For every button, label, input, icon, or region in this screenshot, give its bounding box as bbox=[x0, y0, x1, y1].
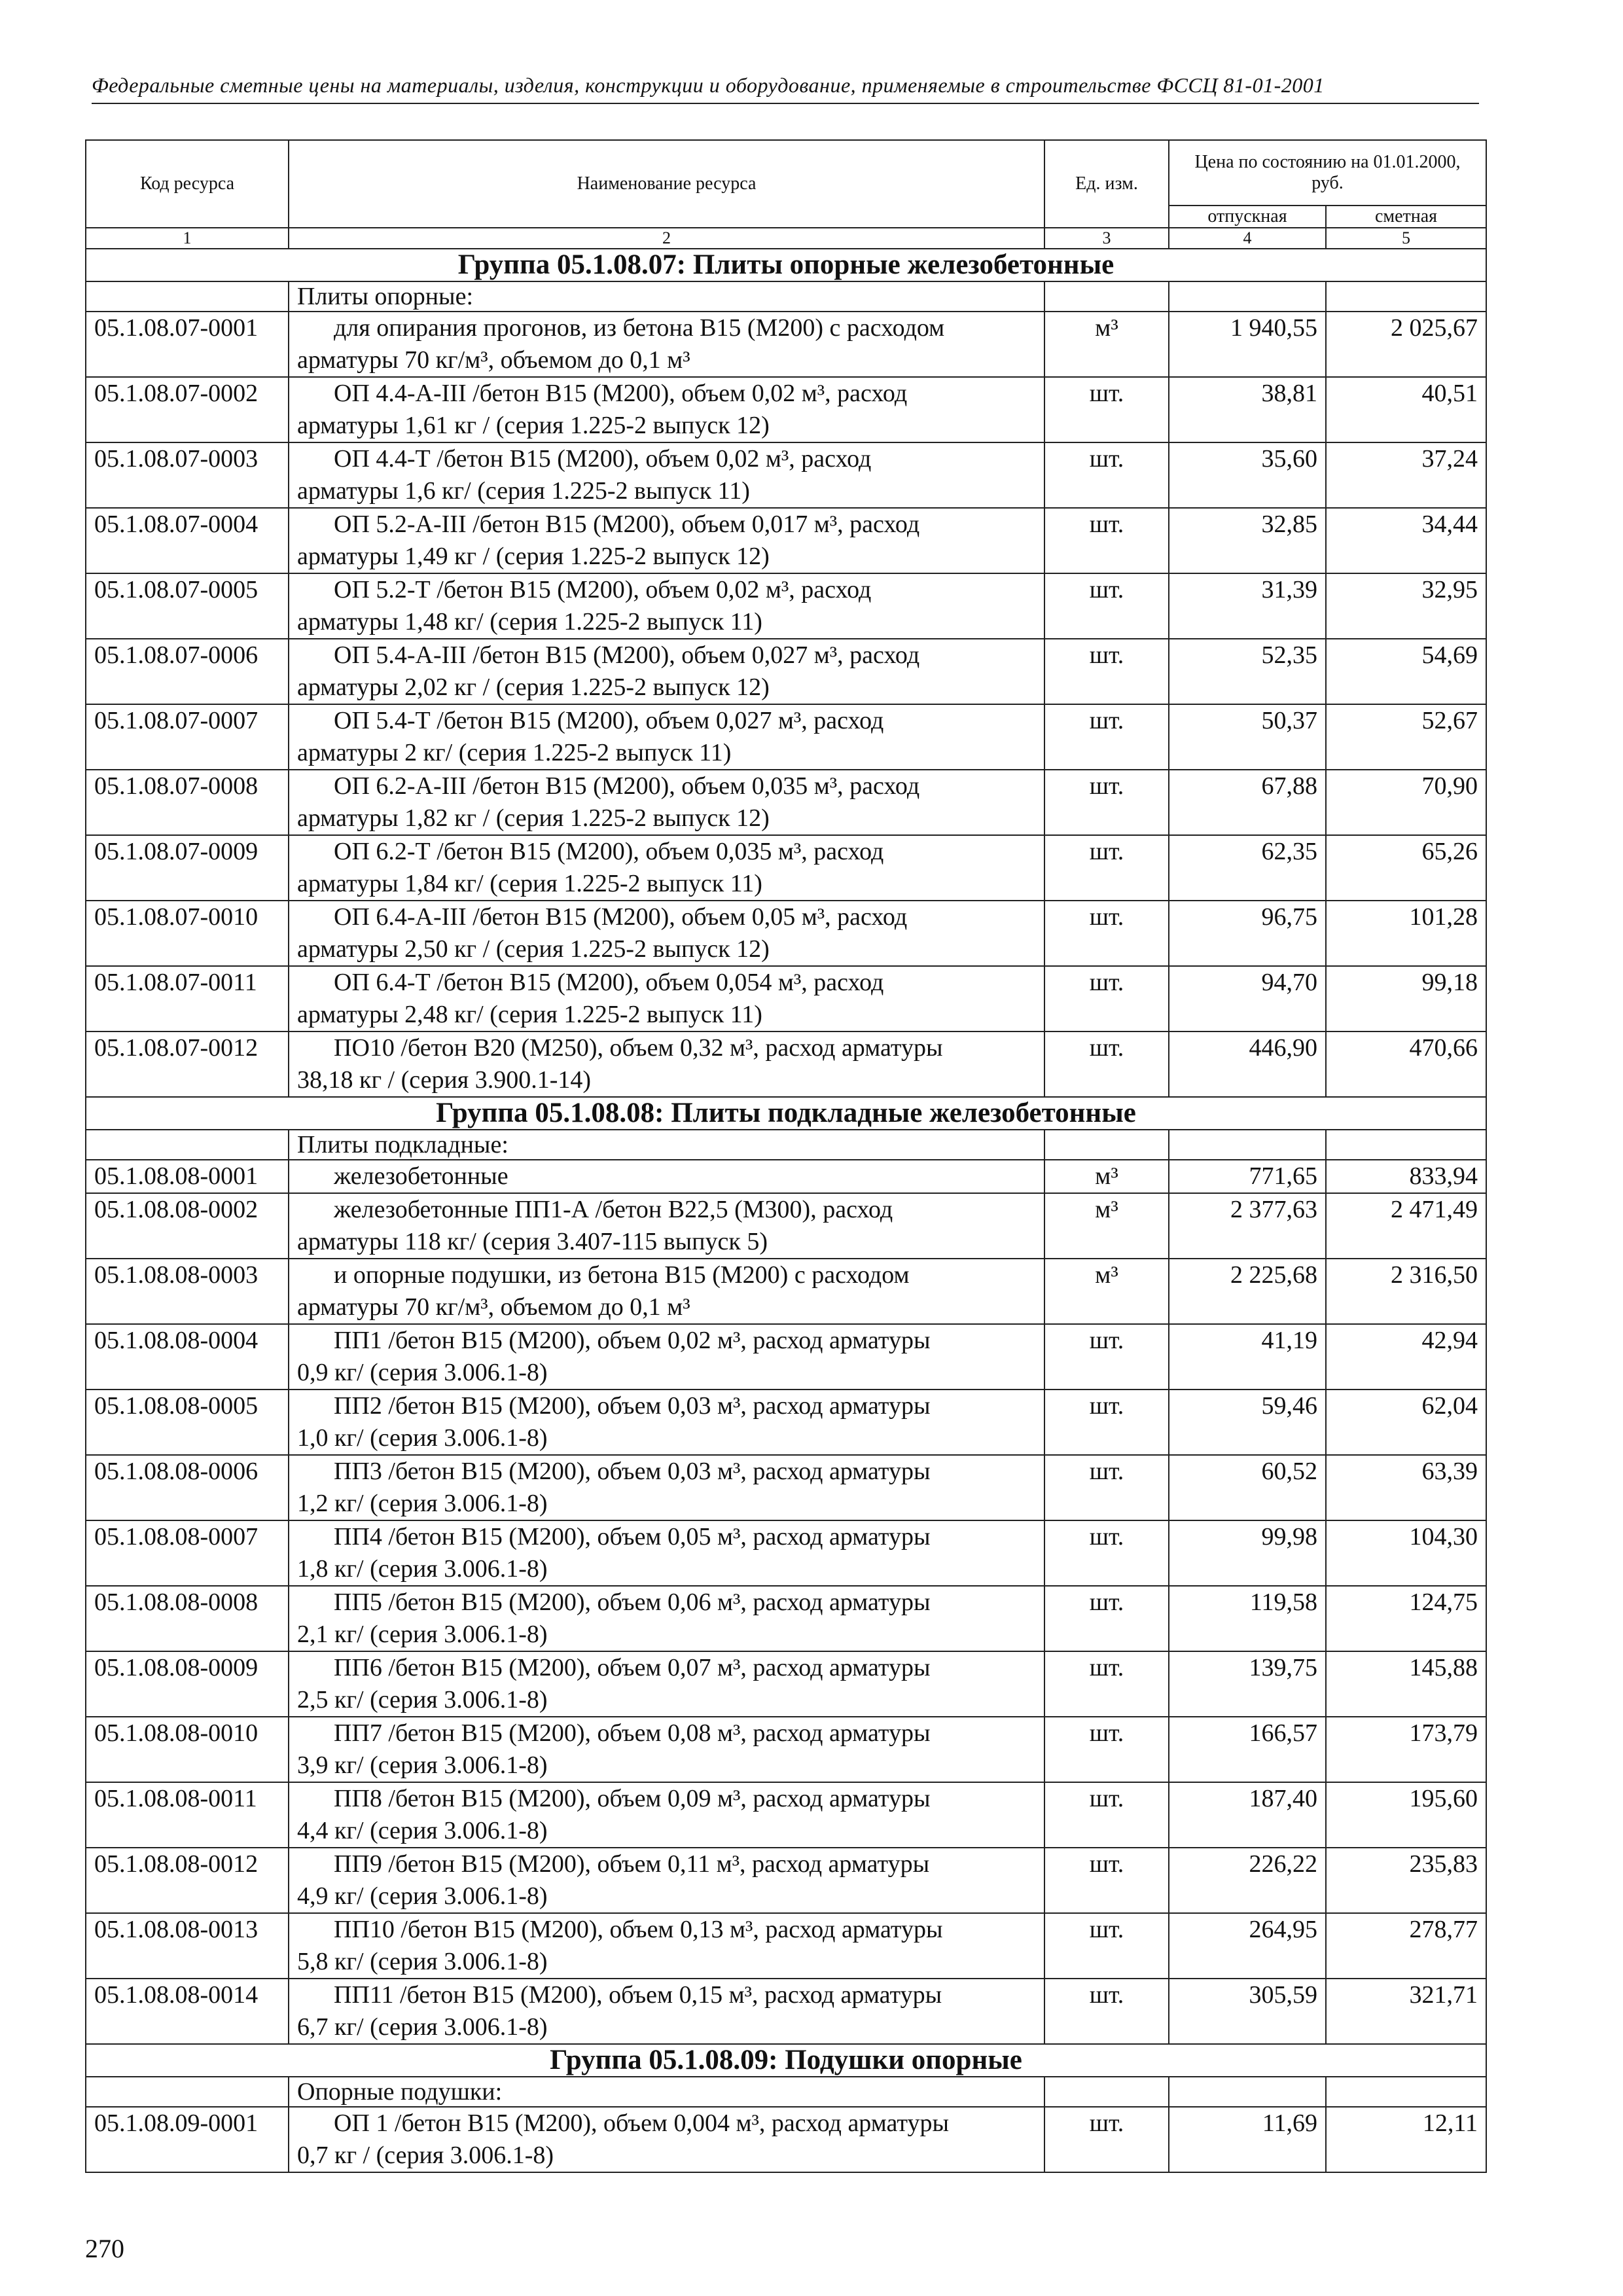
release-price: 139,75 bbox=[1169, 1651, 1326, 1717]
resource-name-line: арматуры 2,02 кг / (серия 1.225-2 выпуск 12) bbox=[297, 673, 770, 701]
estimate-price: 104,30 bbox=[1326, 1520, 1486, 1586]
unit: шт. bbox=[1044, 1651, 1169, 1717]
resource-name bbox=[289, 1520, 1044, 1586]
table-row bbox=[86, 1979, 1486, 2044]
resource-code: 05.1.08.09-0001 bbox=[86, 2107, 289, 2172]
resource-name-line: и опорные подушки, из бетона В15 (М200) с расходом bbox=[334, 1261, 910, 1289]
group-title: Группа 05.1.08.07: Плиты опорные железобетонные bbox=[86, 249, 1486, 281]
estimate-price: 235,83 bbox=[1326, 1848, 1486, 1913]
estimate-price: 12,11 bbox=[1326, 2107, 1486, 2172]
estimate-price: 65,26 bbox=[1326, 835, 1486, 901]
resource-code: 05.1.08.08-0002 bbox=[86, 1193, 289, 1259]
resource-name-line: ПП1 /бетон В15 (М200), объем 0,02 м³, расход арматуры bbox=[334, 1327, 931, 1354]
resource-name-line: 3,9 кг/ (серия 3.006.1-8) bbox=[297, 1751, 548, 1779]
page-header: Федеральные сметные цены на материалы, изделия, конструкции и оборудование, применяемые в строительстве ФССЦ 81-01-2001 bbox=[92, 73, 1479, 104]
resource-name bbox=[289, 1324, 1044, 1390]
resource-name-line: 2,1 кг/ (серия 3.006.1-8) bbox=[297, 1621, 548, 1648]
resource-name-line: арматуры 118 кг/ (серия 3.407-115 выпуск 5) bbox=[297, 1228, 768, 1255]
resource-name-line: ПП7 /бетон В15 (М200), объем 0,08 м³, расход арматуры bbox=[334, 1719, 931, 1747]
header-code: Код ресурса bbox=[86, 140, 289, 228]
table-row bbox=[86, 1390, 1486, 1455]
unit: м³ bbox=[1044, 1160, 1169, 1193]
resource-name-line: ПО10 /бетон В20 (М250), объем 0,32 м³, расход арматуры bbox=[334, 1034, 943, 1062]
resource-code: 05.1.08.08-0011 bbox=[86, 1782, 289, 1848]
table-row bbox=[86, 1324, 1486, 1390]
resource-name-line: 1,0 кг/ (серия 3.006.1-8) bbox=[297, 1424, 548, 1452]
release-price: 32,85 bbox=[1169, 508, 1326, 573]
resource-name bbox=[289, 312, 1044, 377]
release-price: 31,39 bbox=[1169, 573, 1326, 639]
resource-code: 05.1.08.07-0006 bbox=[86, 639, 289, 704]
subgroup-code-empty bbox=[86, 1130, 289, 1160]
header-price-estimate: сметная bbox=[1326, 206, 1486, 228]
estimate-price: 833,94 bbox=[1326, 1160, 1486, 1193]
unit: шт. bbox=[1044, 901, 1169, 966]
release-price: 11,69 bbox=[1169, 2107, 1326, 2172]
resource-name-line: ПП4 /бетон В15 (М200), объем 0,05 м³, расход арматуры bbox=[334, 1523, 931, 1551]
resource-code: 05.1.08.07-0007 bbox=[86, 704, 289, 770]
resource-name-line: ПП9 /бетон В15 (М200), объем 0,11 м³, расход арматуры bbox=[334, 1850, 930, 1878]
table-row bbox=[86, 1717, 1486, 1782]
unit: шт. bbox=[1044, 442, 1169, 508]
resource-name-line: арматуры 1,84 кг/ (серия 1.225-2 выпуск 11) bbox=[297, 870, 762, 897]
release-price: 2 225,68 bbox=[1169, 1259, 1326, 1324]
unit: шт. bbox=[1044, 1031, 1169, 1097]
header-name: Наименование ресурса bbox=[289, 140, 1044, 228]
resource-name-line: арматуры 70 кг/м³, объемом до 0,1 м³ bbox=[297, 346, 690, 374]
resource-name-line: ПП5 /бетон В15 (М200), объем 0,06 м³, расход арматуры bbox=[334, 1588, 931, 1616]
subgroup-code-empty bbox=[86, 281, 289, 312]
estimate-price: 99,18 bbox=[1326, 966, 1486, 1031]
subgroup-estimate-empty bbox=[1326, 281, 1486, 312]
resource-name bbox=[289, 639, 1044, 704]
release-price: 41,19 bbox=[1169, 1324, 1326, 1390]
estimate-price: 42,94 bbox=[1326, 1324, 1486, 1390]
column-number: 4 bbox=[1169, 228, 1326, 249]
subgroup-release-empty bbox=[1169, 1130, 1326, 1160]
estimate-price: 101,28 bbox=[1326, 901, 1486, 966]
resource-name-line: 4,9 кг/ (серия 3.006.1-8) bbox=[297, 1882, 548, 1910]
release-price: 2 377,63 bbox=[1169, 1193, 1326, 1259]
resource-name-line: 1,8 кг/ (серия 3.006.1-8) bbox=[297, 1555, 548, 1583]
resource-code: 05.1.08.08-0010 bbox=[86, 1717, 289, 1782]
table-row bbox=[86, 1586, 1486, 1651]
resource-code: 05.1.08.07-0012 bbox=[86, 1031, 289, 1097]
release-price: 99,98 bbox=[1169, 1520, 1326, 1586]
subgroup-unit-empty bbox=[1044, 2077, 1169, 2107]
table-row bbox=[86, 508, 1486, 573]
page-number: 270 bbox=[85, 2234, 124, 2263]
table-row bbox=[86, 1782, 1486, 1848]
estimate-price: 2 316,50 bbox=[1326, 1259, 1486, 1324]
table-row bbox=[86, 639, 1486, 704]
resource-name bbox=[289, 1651, 1044, 1717]
table-row bbox=[86, 966, 1486, 1031]
table-row bbox=[86, 901, 1486, 966]
release-price: 119,58 bbox=[1169, 1586, 1326, 1651]
table-body bbox=[86, 249, 1486, 2172]
resource-code: 05.1.08.08-0012 bbox=[86, 1848, 289, 1913]
resource-name bbox=[289, 1913, 1044, 1979]
estimate-price: 40,51 bbox=[1326, 377, 1486, 442]
resource-name-line: арматуры 1,49 кг / (серия 1.225-2 выпуск 12) bbox=[297, 543, 770, 570]
unit: м³ bbox=[1044, 312, 1169, 377]
group-title: Группа 05.1.08.08: Плиты подкладные железобетонные bbox=[86, 1097, 1486, 1130]
estimate-price: 62,04 bbox=[1326, 1390, 1486, 1455]
table-row bbox=[86, 1455, 1486, 1520]
unit: шт. bbox=[1044, 704, 1169, 770]
unit: шт. bbox=[1044, 1455, 1169, 1520]
resource-name-line: ОП 1 /бетон В15 (М200), объем 0,004 м³, расход арматуры bbox=[334, 2109, 950, 2137]
resource-name bbox=[289, 704, 1044, 770]
unit: шт. bbox=[1044, 1913, 1169, 1979]
table-row bbox=[86, 1031, 1486, 1097]
resource-name bbox=[289, 1782, 1044, 1848]
resource-name bbox=[289, 1586, 1044, 1651]
estimate-price: 2 025,67 bbox=[1326, 312, 1486, 377]
table-row bbox=[86, 312, 1486, 377]
resource-name-line: арматуры 2,48 кг/ (серия 1.225-2 выпуск 11) bbox=[297, 1001, 762, 1028]
subgroup-label: Опорные подушки: bbox=[289, 2077, 1044, 2107]
resource-name-line: железобетонные ПП1-А /бетон В22,5 (М300), расход bbox=[334, 1196, 893, 1223]
release-price: 38,81 bbox=[1169, 377, 1326, 442]
header-price: Цена по состоянию на 01.01.2000, руб. bbox=[1169, 140, 1486, 206]
resource-name-line: арматуры 2 кг/ (серия 1.225-2 выпуск 11) bbox=[297, 739, 732, 766]
resource-code: 05.1.08.08-0006 bbox=[86, 1455, 289, 1520]
table-row bbox=[86, 1160, 1486, 1193]
resource-name-line: арматуры 1,61 кг / (серия 1.225-2 выпуск 12) bbox=[297, 412, 770, 439]
resource-name bbox=[289, 835, 1044, 901]
resource-name-line: 2,5 кг/ (серия 3.006.1-8) bbox=[297, 1686, 548, 1713]
estimate-price: 195,60 bbox=[1326, 1782, 1486, 1848]
estimate-price: 470,66 bbox=[1326, 1031, 1486, 1097]
resource-code: 05.1.08.08-0014 bbox=[86, 1979, 289, 2044]
resource-name bbox=[289, 1717, 1044, 1782]
resource-code: 05.1.08.08-0004 bbox=[86, 1324, 289, 1390]
resource-name-line: для опирания прогонов, из бетона В15 (М200) с расходом bbox=[334, 314, 945, 342]
resource-code: 05.1.08.08-0008 bbox=[86, 1586, 289, 1651]
resource-name-line: 4,4 кг/ (серия 3.006.1-8) bbox=[297, 1817, 548, 1844]
resource-name bbox=[289, 1979, 1044, 2044]
resource-name bbox=[289, 1160, 1044, 1193]
resource-name bbox=[289, 901, 1044, 966]
header-price-release: отпускная bbox=[1169, 206, 1326, 228]
resource-name-line: ПП3 /бетон В15 (М200), объем 0,03 м³, расход арматуры bbox=[334, 1458, 931, 1485]
unit: шт. bbox=[1044, 2107, 1169, 2172]
resource-name-line: ОП 4.4-Т /бетон В15 (М200), объем 0,02 м³, расход bbox=[334, 445, 872, 473]
unit: шт. bbox=[1044, 835, 1169, 901]
table-row bbox=[86, 704, 1486, 770]
release-price: 94,70 bbox=[1169, 966, 1326, 1031]
subgroup-label: Плиты подкладные: bbox=[289, 1130, 1044, 1160]
estimate-price: 278,77 bbox=[1326, 1913, 1486, 1979]
resource-name-line: ПП2 /бетон В15 (М200), объем 0,03 м³, расход арматуры bbox=[334, 1392, 931, 1420]
unit: шт. bbox=[1044, 966, 1169, 1031]
unit: шт. bbox=[1044, 639, 1169, 704]
subgroup-release-empty bbox=[1169, 2077, 1326, 2107]
release-price: 50,37 bbox=[1169, 704, 1326, 770]
resource-name bbox=[289, 1259, 1044, 1324]
resource-name bbox=[289, 2107, 1044, 2172]
resource-code: 05.1.08.07-0010 bbox=[86, 901, 289, 966]
resource-name-line: арматуры 2,50 кг / (серия 1.225-2 выпуск 12) bbox=[297, 935, 770, 963]
resource-name bbox=[289, 1455, 1044, 1520]
resource-name-line: ОП 4.4-А-III /бетон В15 (М200), объем 0,02 м³, расход bbox=[334, 380, 908, 407]
unit: шт. bbox=[1044, 508, 1169, 573]
resource-code: 05.1.08.08-0009 bbox=[86, 1651, 289, 1717]
resource-code: 05.1.08.07-0004 bbox=[86, 508, 289, 573]
unit: шт. bbox=[1044, 1390, 1169, 1455]
resource-name-line: ОП 6.4-А-III /бетон В15 (М200), объем 0,05 м³, расход bbox=[334, 903, 908, 931]
unit: шт. bbox=[1044, 1324, 1169, 1390]
resource-name-line: арматуры 1,82 кг / (серия 1.225-2 выпуск 12) bbox=[297, 804, 770, 832]
release-price: 166,57 bbox=[1169, 1717, 1326, 1782]
table-row bbox=[86, 1848, 1486, 1913]
resource-name bbox=[289, 1193, 1044, 1259]
unit: шт. bbox=[1044, 573, 1169, 639]
resource-name-line: ОП 6.2-А-III /бетон В15 (М200), объем 0,035 м³, расход bbox=[334, 772, 920, 800]
subgroup-unit-empty bbox=[1044, 1130, 1169, 1160]
release-price: 35,60 bbox=[1169, 442, 1326, 508]
estimate-price: 2 471,49 bbox=[1326, 1193, 1486, 1259]
resource-code: 05.1.08.07-0001 bbox=[86, 312, 289, 377]
resource-name-line: 1,2 кг/ (серия 3.006.1-8) bbox=[297, 1490, 548, 1517]
price-table bbox=[85, 139, 1487, 2173]
unit: шт. bbox=[1044, 1520, 1169, 1586]
resource-name-line: ОП 5.2-Т /бетон В15 (М200), объем 0,02 м³, расход bbox=[334, 576, 872, 603]
subgroup-release-empty bbox=[1169, 281, 1326, 312]
resource-code: 05.1.08.08-0013 bbox=[86, 1913, 289, 1979]
unit: шт. bbox=[1044, 377, 1169, 442]
release-price: 52,35 bbox=[1169, 639, 1326, 704]
table-row bbox=[86, 1193, 1486, 1259]
resource-name-line: арматуры 1,48 кг/ (серия 1.225-2 выпуск 11) bbox=[297, 608, 762, 636]
subgroup-estimate-empty bbox=[1326, 2077, 1486, 2107]
resource-name-line: арматуры 1,6 кг/ (серия 1.225-2 выпуск 11) bbox=[297, 477, 750, 505]
resource-code: 05.1.08.07-0002 bbox=[86, 377, 289, 442]
release-price: 226,22 bbox=[1169, 1848, 1326, 1913]
header-unit: Ед. изм. bbox=[1044, 140, 1169, 228]
release-price: 96,75 bbox=[1169, 901, 1326, 966]
resource-name-line: ОП 5.4-А-III /бетон В15 (М200), объем 0,027 м³, расход bbox=[334, 641, 920, 669]
table-row bbox=[86, 835, 1486, 901]
table-row bbox=[86, 1520, 1486, 1586]
resource-code: 05.1.08.08-0001 bbox=[86, 1160, 289, 1193]
unit: м³ bbox=[1044, 1259, 1169, 1324]
subgroup-code-empty bbox=[86, 2077, 289, 2107]
group-title: Группа 05.1.08.09: Подушки опорные bbox=[86, 2044, 1486, 2077]
estimate-price: 34,44 bbox=[1326, 508, 1486, 573]
release-price: 60,52 bbox=[1169, 1455, 1326, 1520]
resource-name bbox=[289, 1848, 1044, 1913]
estimate-price: 70,90 bbox=[1326, 770, 1486, 835]
unit: шт. bbox=[1044, 1848, 1169, 1913]
release-price: 1 940,55 bbox=[1169, 312, 1326, 377]
resource-name bbox=[289, 442, 1044, 508]
column-number: 5 bbox=[1326, 228, 1486, 249]
release-price: 67,88 bbox=[1169, 770, 1326, 835]
resource-name-line: ПП10 /бетон В15 (М200), объем 0,13 м³, расход арматуры bbox=[334, 1916, 943, 1943]
resource-name bbox=[289, 966, 1044, 1031]
table-row bbox=[86, 1913, 1486, 1979]
release-price: 771,65 bbox=[1169, 1160, 1326, 1193]
subgroup-unit-empty bbox=[1044, 281, 1169, 312]
unit: м³ bbox=[1044, 1193, 1169, 1259]
resource-name-line: 38,18 кг / (серия 3.900.1-14) bbox=[297, 1066, 592, 1094]
resource-code: 05.1.08.07-0008 bbox=[86, 770, 289, 835]
resource-code: 05.1.08.07-0011 bbox=[86, 966, 289, 1031]
resource-name-line: ПП6 /бетон В15 (М200), объем 0,07 м³, расход арматуры bbox=[334, 1654, 931, 1681]
table-row bbox=[86, 573, 1486, 639]
estimate-price: 37,24 bbox=[1326, 442, 1486, 508]
table-row bbox=[86, 442, 1486, 508]
resource-name-line: ОП 6.4-Т /бетон В15 (М200), объем 0,054 м³, расход bbox=[334, 969, 884, 996]
resource-name-line: ОП 5.2-А-III /бетон В15 (М200), объем 0,017 м³, расход bbox=[334, 511, 920, 538]
table-row bbox=[86, 377, 1486, 442]
resource-name-line: ПП11 /бетон В15 (М200), объем 0,15 м³, расход арматуры bbox=[334, 1981, 942, 2009]
unit: шт. bbox=[1044, 1782, 1169, 1848]
resource-name bbox=[289, 377, 1044, 442]
column-number: 2 bbox=[289, 228, 1044, 249]
release-price: 305,59 bbox=[1169, 1979, 1326, 2044]
resource-name bbox=[289, 508, 1044, 573]
resource-code: 05.1.08.08-0005 bbox=[86, 1390, 289, 1455]
resource-name-line: 6,7 кг/ (серия 3.006.1-8) bbox=[297, 2013, 548, 2041]
resource-code: 05.1.08.08-0003 bbox=[86, 1259, 289, 1324]
unit: шт. bbox=[1044, 770, 1169, 835]
resource-code: 05.1.08.08-0007 bbox=[86, 1520, 289, 1586]
release-price: 62,35 bbox=[1169, 835, 1326, 901]
estimate-price: 52,67 bbox=[1326, 704, 1486, 770]
estimate-price: 145,88 bbox=[1326, 1651, 1486, 1717]
column-number: 1 bbox=[86, 228, 289, 249]
resource-name bbox=[289, 573, 1044, 639]
unit: шт. bbox=[1044, 1979, 1169, 2044]
unit: шт. bbox=[1044, 1717, 1169, 1782]
unit: шт. bbox=[1044, 1586, 1169, 1651]
resource-name-line: ОП 6.2-Т /бетон В15 (М200), объем 0,035 м³, расход bbox=[334, 838, 884, 865]
resource-name-line: 5,8 кг/ (серия 3.006.1-8) bbox=[297, 1948, 548, 1975]
resource-name bbox=[289, 1031, 1044, 1097]
resource-code: 05.1.08.07-0003 bbox=[86, 442, 289, 508]
estimate-price: 173,79 bbox=[1326, 1717, 1486, 1782]
table-row bbox=[86, 1651, 1486, 1717]
subgroup-label: Плиты опорные: bbox=[289, 281, 1044, 312]
resource-name-line: 0,7 кг / (серия 3.006.1-8) bbox=[297, 2142, 554, 2169]
column-number: 3 bbox=[1044, 228, 1169, 249]
resource-name-line: ПП8 /бетон В15 (М200), объем 0,09 м³, расход арматуры bbox=[334, 1785, 931, 1812]
resource-name bbox=[289, 770, 1044, 835]
resource-name-line: ОП 5.4-Т /бетон В15 (М200), объем 0,027 м³, расход bbox=[334, 707, 884, 734]
estimate-price: 321,71 bbox=[1326, 1979, 1486, 2044]
resource-name-line: железобетонные bbox=[334, 1162, 508, 1190]
estimate-price: 124,75 bbox=[1326, 1586, 1486, 1651]
table-row bbox=[86, 1259, 1486, 1324]
resource-name bbox=[289, 1390, 1044, 1455]
resource-name-line: 0,9 кг/ (серия 3.006.1-8) bbox=[297, 1359, 548, 1386]
release-price: 187,40 bbox=[1169, 1782, 1326, 1848]
resource-code: 05.1.08.07-0009 bbox=[86, 835, 289, 901]
table-row bbox=[86, 770, 1486, 835]
resource-name-line: арматуры 70 кг/м³, объемом до 0,1 м³ bbox=[297, 1293, 690, 1321]
release-price: 446,90 bbox=[1169, 1031, 1326, 1097]
release-price: 264,95 bbox=[1169, 1913, 1326, 1979]
table-row bbox=[86, 2107, 1486, 2172]
subgroup-estimate-empty bbox=[1326, 1130, 1486, 1160]
release-price: 59,46 bbox=[1169, 1390, 1326, 1455]
estimate-price: 63,39 bbox=[1326, 1455, 1486, 1520]
resource-code: 05.1.08.07-0005 bbox=[86, 573, 289, 639]
estimate-price: 54,69 bbox=[1326, 639, 1486, 704]
estimate-price: 32,95 bbox=[1326, 573, 1486, 639]
